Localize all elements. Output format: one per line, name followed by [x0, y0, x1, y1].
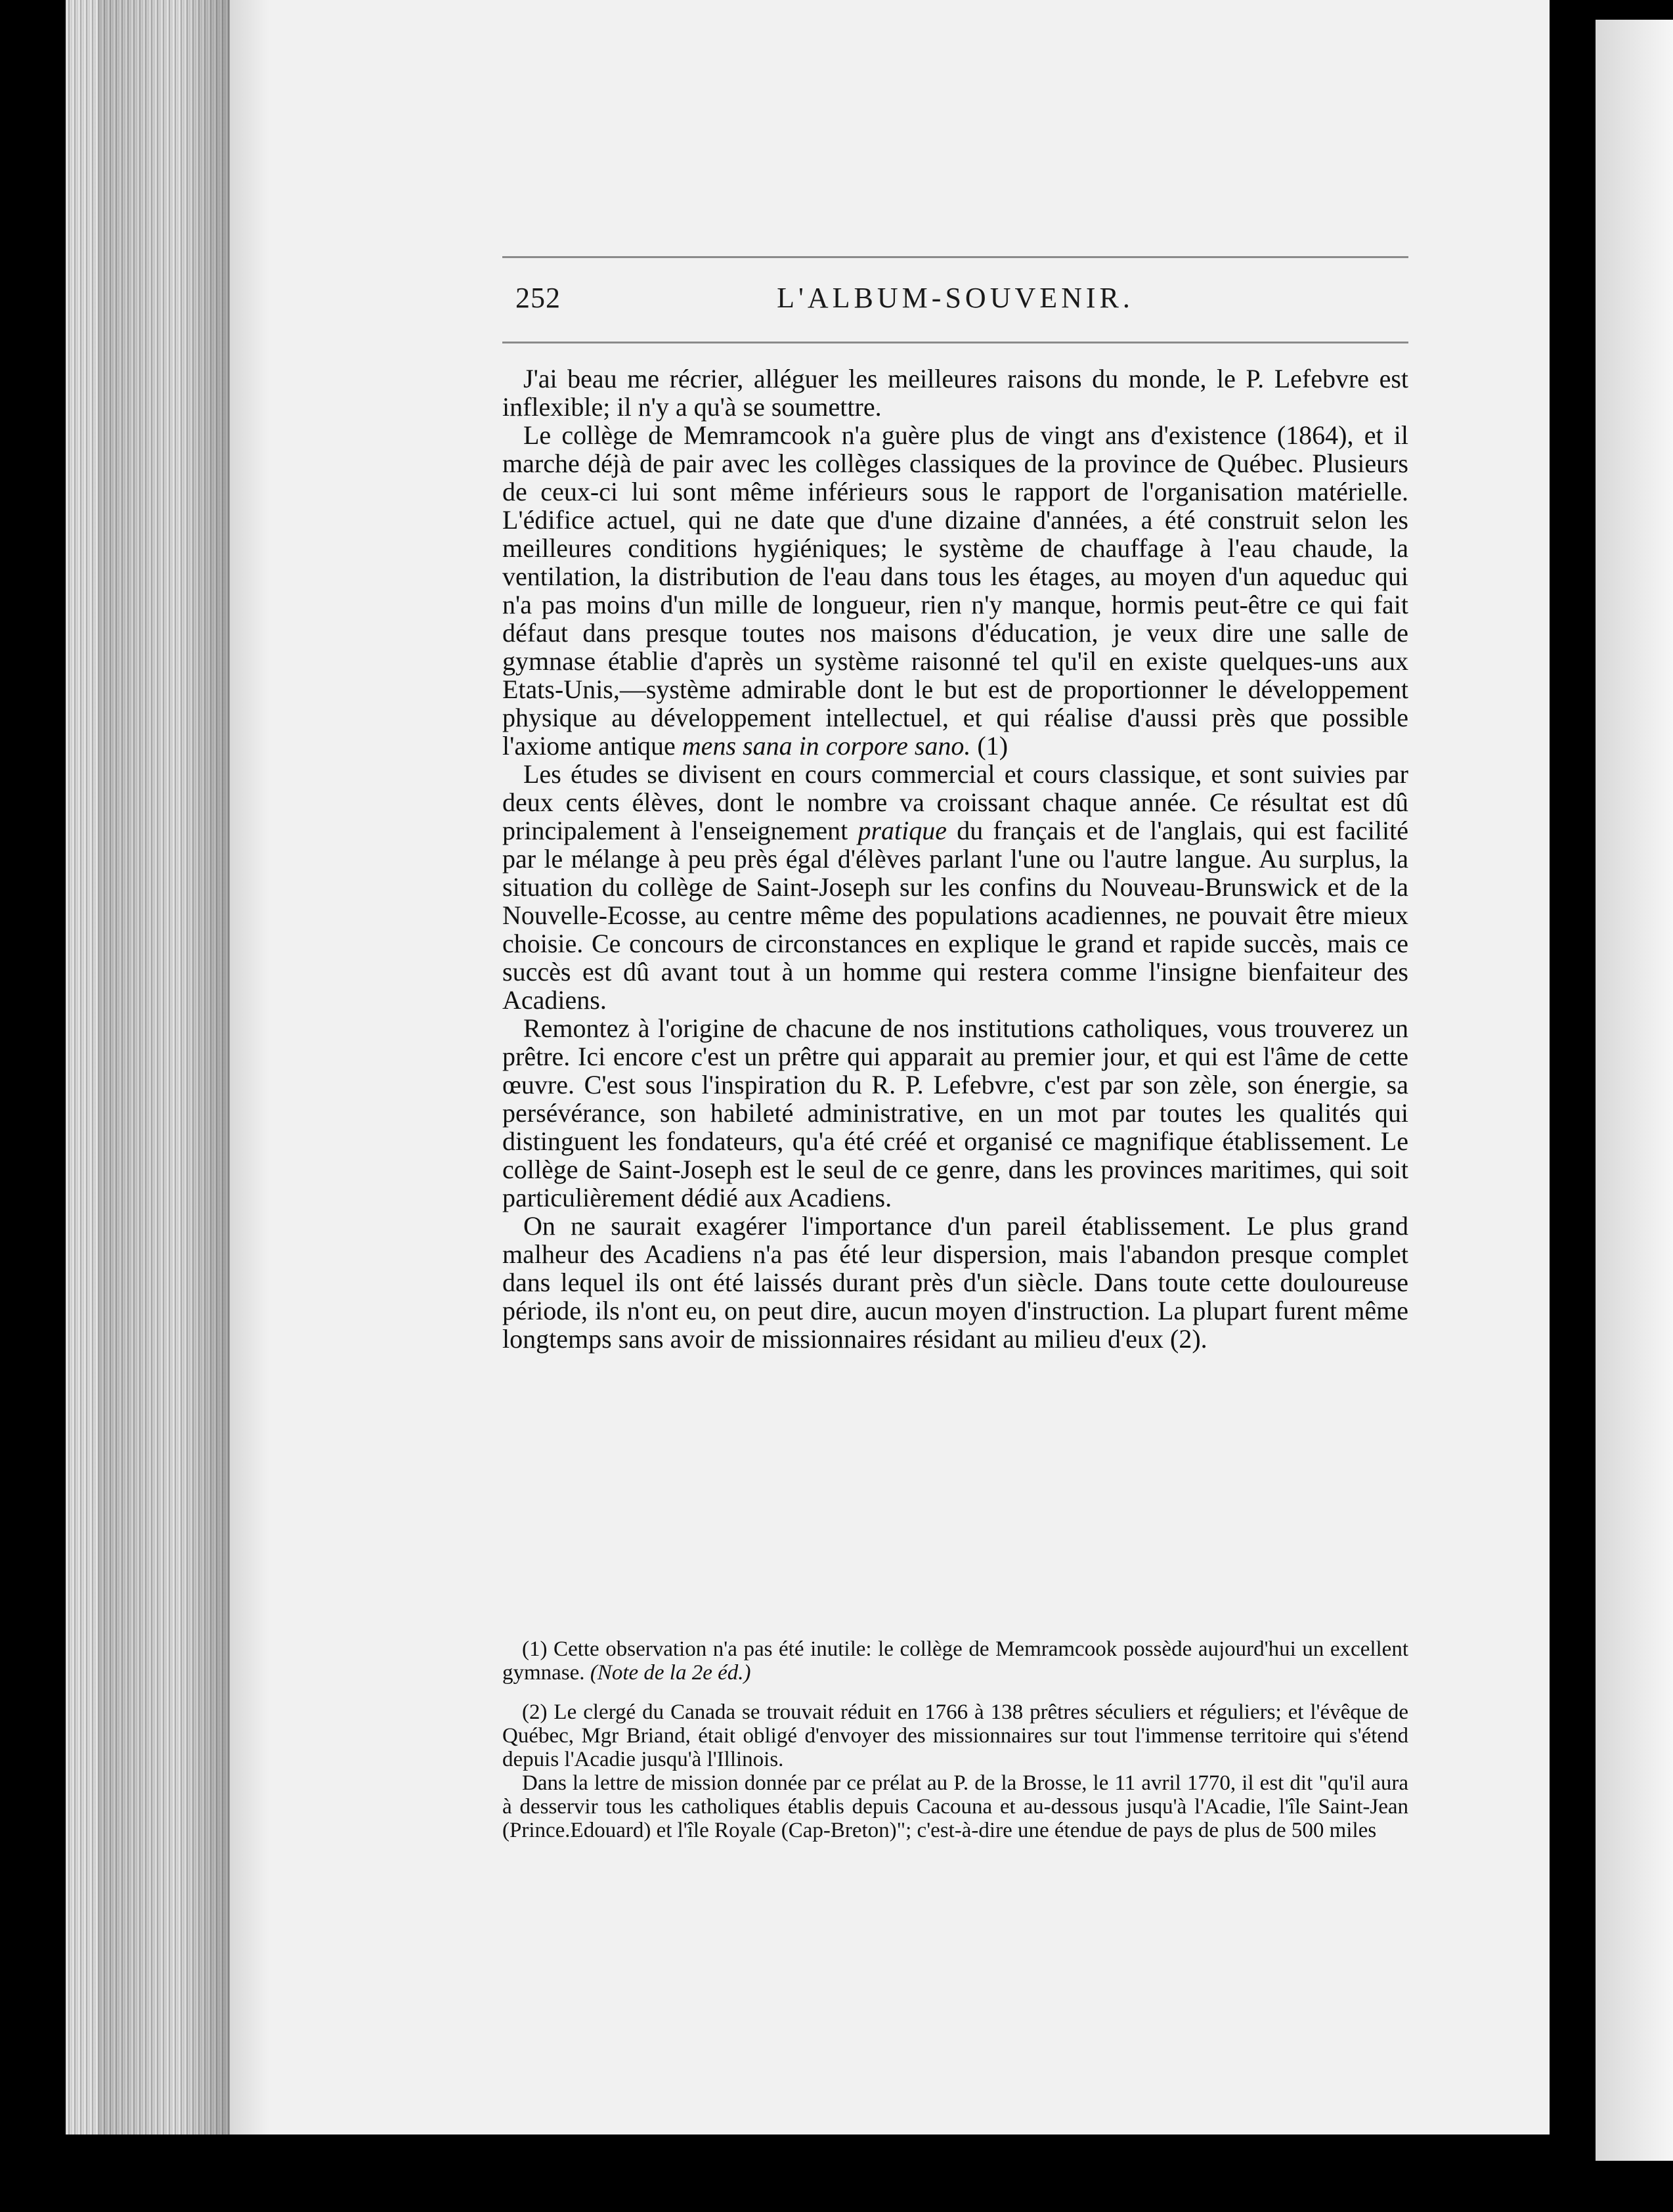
paragraph: On ne saurait exagérer l'importance d'un pareil établissement. Le plus grand malheur des Acadiens n'a pas été leur dispersion, mais l'abandon presque complet dans lequel ils ont été laissés durant près d'un siècle. Dans toute cette douloureuse période, ils n'ont eu, on peut dire, aucun moyen d'instruction. La plupart furent même longtemps sans avoir de missionnaires résidant au milieu d'eux (2).	[502, 1211, 1408, 1354]
footnote-2-continued: Dans la lettre de mission donnée par ce prélat au P. de la Brosse, le 11 avril 1770, il est dit "qu'il aura à desservir tous les catholiques établis depuis Cacouna et au-dessous jusqu'à l'Acadie, l'île Saint-Jean (Prince.Edouard) et l'île Royale (Cap-Breton)"; c'est-à-dire une étendue de pays de plus de 500 miles	[502, 1771, 1408, 1842]
page-gutter-shadow	[98, 0, 230, 2135]
latin-phrase: mens sana in corpore sano.	[682, 731, 971, 761]
paragraph: J'ai beau me récrier, alléguer les meilleures raisons du monde, le P. Lefebvre est inflexible; il n'y a qu'à se soumettre.	[502, 364, 1408, 422]
footnote-ref: (1)	[970, 731, 1009, 761]
footnote-text: (1) Cette observation n'a pas été inutile: le collège de Memramcook possède aujourd'hui un excellent gymnase.	[502, 1637, 1408, 1685]
footnotes	[502, 1637, 1408, 1842]
footnote-1	[502, 1637, 1408, 1685]
body-text	[502, 365, 1408, 1353]
paragraph-text: Le collège de Memramcook n'a guère plus de vingt ans d'existence (1864), et il marche déjà de pair avec les collèges classiques de la province de Québec. Plusieurs de ceux-ci lui sont même inférieurs sous le rapport de l'organisation matérielle. L'édifice actuel, qui ne date que d'une dizaine d'années, a été construit selon les meilleures conditions hygiéniques; le système de chauffage à l'eau chaude, la ventilation, la distribution de l'eau dans tous les étages, au moyen d'un aqueduc qui n'a pas moins d'un mille de longueur, rien n'y manque, hormis peut-être ce qui fait défaut dans presque toutes nos maisons d'éducation, je veux dire une salle de gymnase établie d'après un système raisonné tel qu'il en existe quelques-uns aux Etats-Unis,—système admirable dont le but est de proportionner le développement physique au développement intellectuel, et qui réalise d'aussi près que possible l'axiome antique	[502, 420, 1408, 761]
paragraph-text: Les études se divisent en cours commercial et cours classique, et sont suivies par deux cents élèves, dont le nombre va croissant chaque année. Ce résultat est dû principalement à l'enseignement	[502, 759, 1408, 845]
emphasis: pratique	[858, 816, 947, 845]
page-header	[502, 276, 1408, 328]
running-title: L'ALBUM-SOUVENIR.	[777, 282, 1134, 314]
paragraph-text: du français et de l'anglais, qui est facilité par le mélange à peu près égal d'élèves parlant l'une ou l'autre langue. Au surplus, la situation du collège de Saint-Joseph sur les confins du Nouveau-Brunswick et de la Nouvelle-Ecosse, au centre même des populations acadiennes, ne pouvait être mieux choisie. Ce concours de circonstances en explique le grand et rapide succès, mais ce succès est dû avant tout à un homme qui restera comme l'insigne bienfaiteur des Acadiens.	[502, 816, 1408, 1015]
header-bottom-rule	[502, 342, 1408, 343]
paragraph	[502, 421, 1408, 760]
facing-page-edge	[1596, 20, 1673, 2161]
editor-note: (Note de la 2e éd.)	[590, 1661, 751, 1685]
header-top-rule	[502, 256, 1408, 258]
paragraph	[502, 760, 1408, 1014]
paragraph: Remontez à l'origine de chacune de nos institutions catholiques, vous trouverez un prêtre. Ici encore c'est un prêtre qui apparait au premier jour, et qui est l'âme de cette œuvre. C'est sous l'inspiration du R. P. Lefebvre, c'est par son zèle, son énergie, sa persévérance, son habileté administrative, en un mot par toutes les qualités qui distinguent les fondateurs, qu'a été créé et organisé ce magnifique établissement. Le collège de Saint-Joseph est le seul de ce genre, dans les provinces maritimes, qui soit particulièrement dédié aux Acadiens.	[502, 1013, 1408, 1212]
footnote-2: (2) Le clergé du Canada se trouvait réduit en 1766 à 138 prêtres séculiers et réguliers; et l'évêque de Québec, Mgr Briand, était obligé d'envoyer des missionnaires sur tout l'immense territoire qui s'étend depuis l'Acadie jusqu'à l'Illinois.	[502, 1700, 1408, 1771]
page-number: 252	[515, 282, 561, 314]
